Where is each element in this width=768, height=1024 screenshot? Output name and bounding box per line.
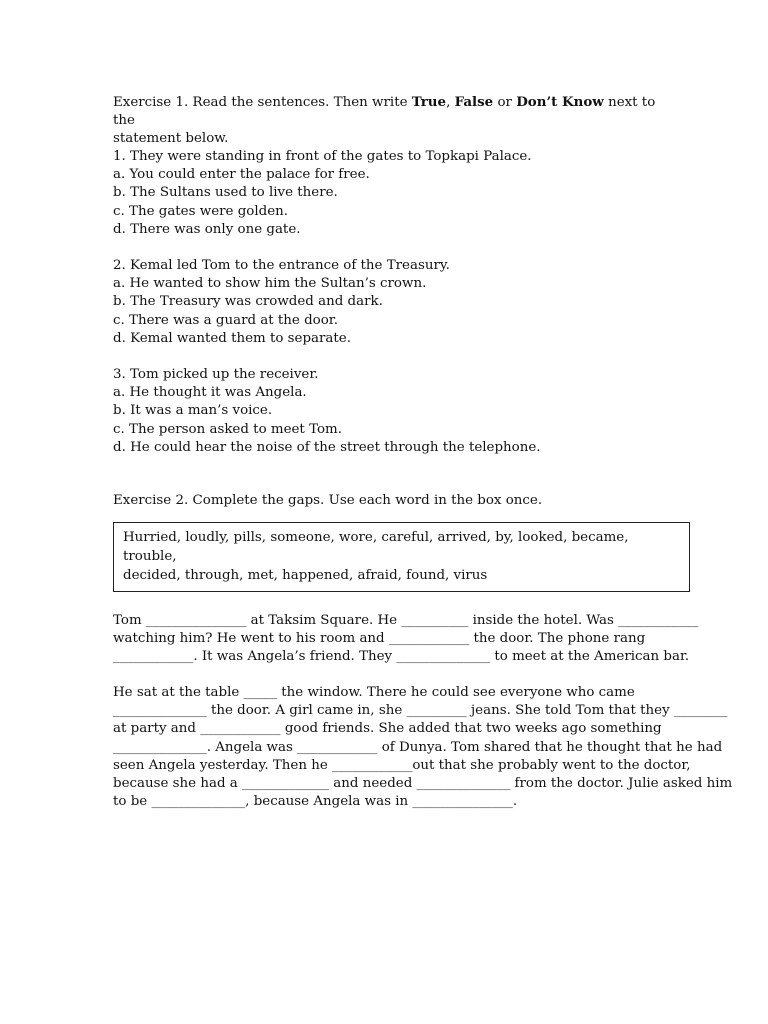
paragraph-line: because she had a _____________ and needed ______________ from the doctor. Julie asked him	[113, 776, 733, 792]
question-stem: 1. They were standing in front of the gates to Topkapi Palace.	[113, 149, 532, 164]
paragraph-line: watching him? He went to his room and ____________ the door. The phone rang	[113, 631, 646, 647]
paragraph-line: ______________. Angela was ____________ of Dunya. Tom shared that he thought that he had	[113, 739, 723, 755]
dont-know-keyword: Don’t Know	[516, 94, 604, 110]
question-stem: 2. Kemal led Tom to the entrance of the Treasury.	[113, 258, 450, 273]
question-option: c. The person asked to meet Tom.	[113, 421, 342, 437]
question-option: d. There was only one gate.	[113, 221, 301, 237]
comma-separator: ,	[446, 95, 455, 110]
question-option: a. You could enter the palace for free.	[113, 167, 370, 183]
question-stem: 3. Tom picked up the receiver.	[113, 367, 319, 382]
question-option: c. There was a guard at the door.	[113, 312, 338, 328]
question-2	[113, 257, 713, 348]
question-option: d. Kemal wanted them to separate.	[113, 330, 351, 346]
question-option: b. The Sultans used to live there.	[113, 185, 338, 201]
gap-fill-paragraph-1	[113, 612, 699, 667]
true-keyword: True	[411, 94, 447, 110]
word-bank-line: Hurried, loudly, pills, someone, wore, careful, arrived, by, looked, became, trouble,	[123, 530, 629, 564]
paragraph-line: ______________ the door. A girl came in, she _________ jeans. She told Tom that they ________	[113, 703, 728, 719]
false-keyword: False	[454, 94, 494, 110]
paragraph-line: ____________. It was Angela’s friend. They ______________ to meet at the American bar.	[113, 649, 690, 665]
question-option: b. It was a man’s voice.	[113, 403, 273, 419]
exercise1-lead: Exercise 1. Read the sentences. Then write	[113, 95, 412, 110]
question-option: d. He could hear the noise of the street through the telephone.	[113, 439, 541, 455]
paragraph-line: seen Angela yesterday. Then he ____________out that she probably went to the doctor,	[113, 757, 691, 773]
word-bank-box	[113, 522, 690, 592]
exercise2-instructions: Exercise 2. Complete the gaps. Use each word in the box once.	[113, 493, 543, 508]
question-option: b. The Treasury was crowded and dark.	[113, 294, 383, 310]
question-3	[113, 366, 713, 457]
exercise1-line2: statement below.	[113, 131, 229, 146]
gap-fill-paragraph-2	[113, 684, 733, 811]
word-bank-line: decided, through, met, happened, afraid, found, virus	[123, 568, 488, 583]
question-1	[113, 148, 713, 239]
exercise1-tail: next to the	[113, 95, 656, 128]
question-option: a. He wanted to show him the Sultan’s crown.	[113, 276, 427, 292]
paragraph-line: He sat at the table _____ the window. There he could see everyone who came	[113, 685, 635, 700]
question-option: a. He thought it was Angela.	[113, 385, 307, 401]
question-option: c. The gates were golden.	[113, 203, 289, 219]
paragraph-line: Tom _______________ at Taksim Square. He __________ inside the hotel. Was ____________	[113, 613, 699, 628]
exercise1-instructions	[113, 93, 673, 148]
or-separator: or	[493, 95, 517, 110]
paragraph-line: to be ______________, because Angela was in _______________.	[113, 794, 518, 810]
paragraph-line: at party and ____________ good friends. She added that two weeks ago something	[113, 721, 662, 737]
